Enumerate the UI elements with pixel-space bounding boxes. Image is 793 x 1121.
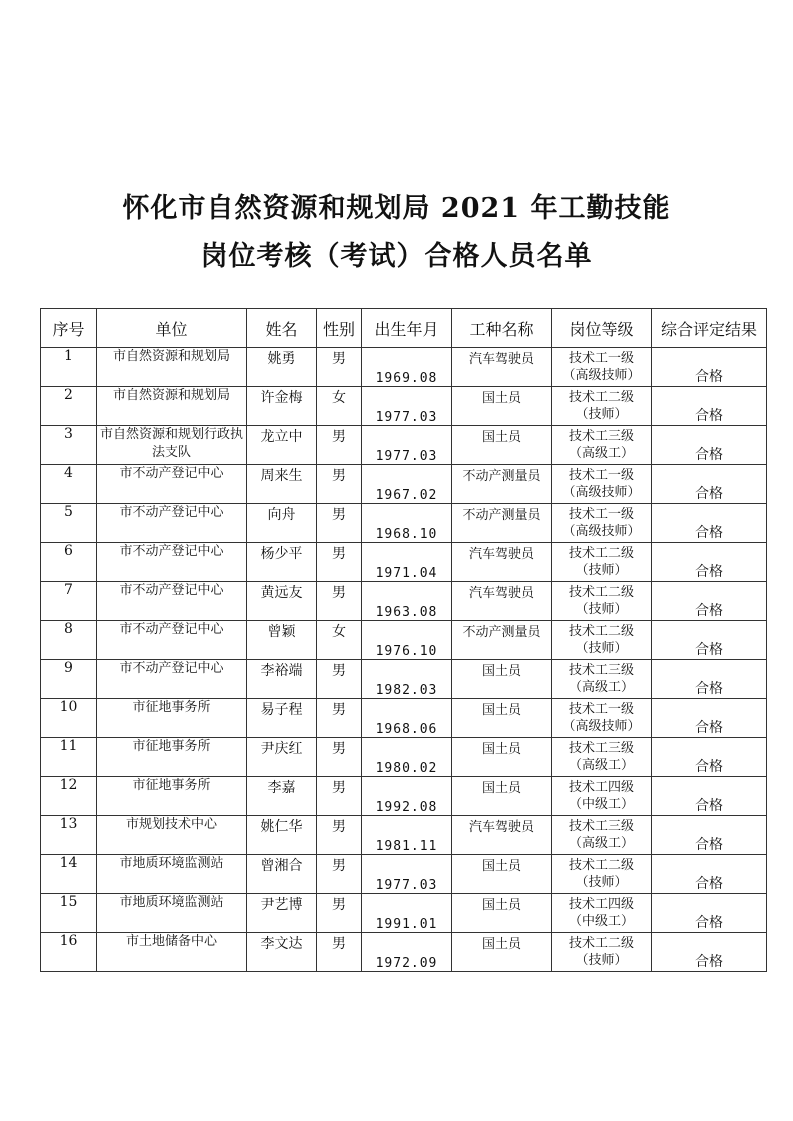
cell-birth: 1991.01 <box>362 894 452 933</box>
cell-unit: 市征地事务所 <box>97 738 247 777</box>
post-level-grade: 技术工四级 <box>568 780 634 795</box>
cell-serial: 7 <box>41 582 97 621</box>
cell-post-level <box>552 660 652 699</box>
cell-job-type: 汽车驾驶员 <box>452 816 552 855</box>
table-header-row <box>41 309 767 348</box>
cell-post-level <box>552 699 652 738</box>
cell-birth: 1968.06 <box>362 699 452 738</box>
cell-name: 李裕端 <box>247 660 317 699</box>
cell-birth: 1982.03 <box>362 660 452 699</box>
cell-post-level <box>552 816 652 855</box>
cell-unit: 市不动产登记中心 <box>97 582 247 621</box>
header-post-level: 岗位等级 <box>552 309 652 348</box>
post-level-title: （高级技师） <box>562 524 641 539</box>
cell-post-level <box>552 348 652 387</box>
cell-result: 合格 <box>652 699 767 738</box>
post-level-title: （高级工） <box>568 758 634 773</box>
table-row <box>41 582 767 621</box>
cell-name: 李嘉 <box>247 777 317 816</box>
table-row <box>41 543 767 582</box>
cell-name: 曾湘合 <box>247 855 317 894</box>
cell-sex: 男 <box>317 777 362 816</box>
header-unit: 单位 <box>97 309 247 348</box>
qualified-personnel-table <box>40 308 767 972</box>
cell-birth: 1976.10 <box>362 621 452 660</box>
cell-post-level <box>552 426 652 465</box>
cell-sex: 男 <box>317 894 362 933</box>
cell-serial: 12 <box>41 777 97 816</box>
cell-sex: 男 <box>317 816 362 855</box>
table-row <box>41 777 767 816</box>
post-level-title: （高级技师） <box>562 719 641 734</box>
cell-unit: 市不动产登记中心 <box>97 621 247 660</box>
table-row <box>41 348 767 387</box>
cell-result: 合格 <box>652 894 767 933</box>
cell-name: 杨少平 <box>247 543 317 582</box>
table-row <box>41 894 767 933</box>
cell-name: 李文达 <box>247 933 317 972</box>
cell-name: 周来生 <box>247 465 317 504</box>
post-level-grade: 技术工一级 <box>568 468 634 483</box>
cell-job-type: 国土员 <box>452 387 552 426</box>
post-level-grade: 技术工一级 <box>568 351 634 366</box>
cell-name: 黄远友 <box>247 582 317 621</box>
cell-result: 合格 <box>652 933 767 972</box>
cell-birth: 1981.11 <box>362 816 452 855</box>
cell-post-level <box>552 933 652 972</box>
cell-serial: 4 <box>41 465 97 504</box>
cell-job-type: 汽车驾驶员 <box>452 543 552 582</box>
cell-name: 尹庆红 <box>247 738 317 777</box>
cell-result: 合格 <box>652 582 767 621</box>
post-level-grade: 技术工二级 <box>568 546 634 561</box>
cell-serial: 6 <box>41 543 97 582</box>
cell-serial: 9 <box>41 660 97 699</box>
cell-job-type: 不动产测量员 <box>452 504 552 543</box>
cell-sex: 男 <box>317 426 362 465</box>
cell-job-type: 汽车驾驶员 <box>452 582 552 621</box>
cell-result: 合格 <box>652 660 767 699</box>
cell-unit: 市不动产登记中心 <box>97 660 247 699</box>
cell-birth: 1977.03 <box>362 387 452 426</box>
cell-sex: 男 <box>317 348 362 387</box>
cell-job-type: 国土员 <box>452 855 552 894</box>
cell-post-level <box>552 582 652 621</box>
cell-unit: 市自然资源和规划局 <box>97 348 247 387</box>
post-level-title: （高级工） <box>568 836 634 851</box>
cell-result: 合格 <box>652 777 767 816</box>
post-level-grade: 技术工三级 <box>568 663 634 678</box>
post-level-grade: 技术工二级 <box>568 390 634 405</box>
cell-unit: 市自然资源和规划行政执法支队 <box>97 426 247 465</box>
post-level-grade: 技术工四级 <box>568 897 634 912</box>
cell-name: 姚仁华 <box>247 816 317 855</box>
cell-serial: 3 <box>41 426 97 465</box>
cell-job-type: 不动产测量员 <box>452 621 552 660</box>
cell-post-level <box>552 387 652 426</box>
cell-post-level <box>552 738 652 777</box>
cell-job-type: 国土员 <box>452 894 552 933</box>
cell-result: 合格 <box>652 738 767 777</box>
document-title-line-2: 岗位考核（考试）合格人员名单 <box>200 241 593 272</box>
cell-birth: 1968.10 <box>362 504 452 543</box>
post-level-title: （高级工） <box>568 446 634 461</box>
post-level-grade: 技术工三级 <box>568 819 634 834</box>
cell-post-level <box>552 543 652 582</box>
cell-result: 合格 <box>652 621 767 660</box>
cell-sex: 男 <box>317 582 362 621</box>
post-level-title: （技师） <box>575 563 628 578</box>
cell-unit: 市不动产登记中心 <box>97 465 247 504</box>
cell-post-level <box>552 621 652 660</box>
table-row <box>41 621 767 660</box>
cell-job-type: 国土员 <box>452 660 552 699</box>
post-level-title: （高级工） <box>568 680 634 695</box>
cell-birth: 1969.08 <box>362 348 452 387</box>
post-level-grade: 技术工一级 <box>568 507 634 522</box>
cell-result: 合格 <box>652 426 767 465</box>
cell-sex: 男 <box>317 504 362 543</box>
cell-name: 向舟 <box>247 504 317 543</box>
table-row <box>41 699 767 738</box>
table-row <box>41 426 767 465</box>
cell-result: 合格 <box>652 348 767 387</box>
cell-birth: 1977.03 <box>362 855 452 894</box>
post-level-title: （中级工） <box>568 797 634 812</box>
cell-unit: 市不动产登记中心 <box>97 543 247 582</box>
cell-post-level <box>552 855 652 894</box>
table-row <box>41 387 767 426</box>
cell-unit: 市征地事务所 <box>97 699 247 738</box>
post-level-title: （高级技师） <box>562 485 641 500</box>
cell-unit: 市规划技术中心 <box>97 816 247 855</box>
header-birth: 出生年月 <box>362 309 452 348</box>
post-level-grade: 技术工二级 <box>568 936 634 951</box>
cell-name: 龙立中 <box>247 426 317 465</box>
cell-job-type: 国土员 <box>452 933 552 972</box>
cell-post-level <box>552 504 652 543</box>
post-level-grade: 技术工二级 <box>568 585 634 600</box>
header-result: 综合评定结果 <box>652 309 767 348</box>
post-level-grade: 技术工三级 <box>568 429 634 444</box>
cell-result: 合格 <box>652 816 767 855</box>
cell-birth: 1977.03 <box>362 426 452 465</box>
cell-unit: 市自然资源和规划局 <box>97 387 247 426</box>
cell-serial: 13 <box>41 816 97 855</box>
post-level-title: （技师） <box>575 641 628 656</box>
cell-sex: 男 <box>317 933 362 972</box>
cell-unit: 市土地储备中心 <box>97 933 247 972</box>
cell-serial: 8 <box>41 621 97 660</box>
cell-unit: 市不动产登记中心 <box>97 504 247 543</box>
cell-serial: 2 <box>41 387 97 426</box>
header-sex: 性别 <box>317 309 362 348</box>
table-row <box>41 855 767 894</box>
post-level-grade: 技术工二级 <box>568 624 634 639</box>
cell-result: 合格 <box>652 543 767 582</box>
cell-name: 易子程 <box>247 699 317 738</box>
cell-unit: 市征地事务所 <box>97 777 247 816</box>
table-row <box>41 504 767 543</box>
cell-post-level <box>552 777 652 816</box>
cell-birth: 1992.08 <box>362 777 452 816</box>
document-title-line-1: 怀化市自然资源和规划局 2021 年工勤技能 <box>122 193 671 224</box>
post-level-grade: 技术工二级 <box>568 858 634 873</box>
cell-job-type: 不动产测量员 <box>452 465 552 504</box>
cell-result: 合格 <box>652 387 767 426</box>
cell-birth: 1971.04 <box>362 543 452 582</box>
cell-job-type: 国土员 <box>452 777 552 816</box>
cell-sex: 男 <box>317 855 362 894</box>
table-row <box>41 933 767 972</box>
cell-job-type: 国土员 <box>452 426 552 465</box>
cell-serial: 10 <box>41 699 97 738</box>
post-level-title: （高级技师） <box>562 368 641 383</box>
cell-job-type: 国土员 <box>452 738 552 777</box>
cell-post-level <box>552 894 652 933</box>
post-level-title: （技师） <box>575 953 628 968</box>
header-serial: 序号 <box>41 309 97 348</box>
cell-sex: 女 <box>317 621 362 660</box>
post-level-grade: 技术工三级 <box>568 741 634 756</box>
cell-serial: 16 <box>41 933 97 972</box>
cell-unit: 市地质环境监测站 <box>97 894 247 933</box>
table-row <box>41 660 767 699</box>
cell-sex: 男 <box>317 699 362 738</box>
cell-sex: 男 <box>317 465 362 504</box>
cell-serial: 15 <box>41 894 97 933</box>
post-level-title: （技师） <box>575 407 628 422</box>
cell-serial: 5 <box>41 504 97 543</box>
cell-birth: 1980.02 <box>362 738 452 777</box>
post-level-grade: 技术工一级 <box>568 702 634 717</box>
table-row <box>41 816 767 855</box>
cell-result: 合格 <box>652 855 767 894</box>
post-level-title: （技师） <box>575 602 628 617</box>
post-level-title: （中级工） <box>568 914 634 929</box>
cell-birth: 1967.02 <box>362 465 452 504</box>
cell-job-type: 国土员 <box>452 699 552 738</box>
cell-name: 许金梅 <box>247 387 317 426</box>
cell-serial: 14 <box>41 855 97 894</box>
cell-sex: 女 <box>317 387 362 426</box>
cell-job-type: 汽车驾驶员 <box>452 348 552 387</box>
cell-name: 尹艺博 <box>247 894 317 933</box>
post-level-title: （技师） <box>575 875 628 890</box>
cell-post-level <box>552 465 652 504</box>
cell-sex: 男 <box>317 738 362 777</box>
cell-result: 合格 <box>652 465 767 504</box>
cell-result: 合格 <box>652 504 767 543</box>
cell-serial: 1 <box>41 348 97 387</box>
cell-birth: 1972.09 <box>362 933 452 972</box>
cell-name: 曾颖 <box>247 621 317 660</box>
table-row <box>41 738 767 777</box>
cell-serial: 11 <box>41 738 97 777</box>
cell-name: 姚勇 <box>247 348 317 387</box>
cell-sex: 男 <box>317 543 362 582</box>
header-job-type: 工种名称 <box>452 309 552 348</box>
cell-unit: 市地质环境监测站 <box>97 855 247 894</box>
cell-sex: 男 <box>317 660 362 699</box>
cell-birth: 1963.08 <box>362 582 452 621</box>
header-name: 姓名 <box>247 309 317 348</box>
table-row <box>41 465 767 504</box>
